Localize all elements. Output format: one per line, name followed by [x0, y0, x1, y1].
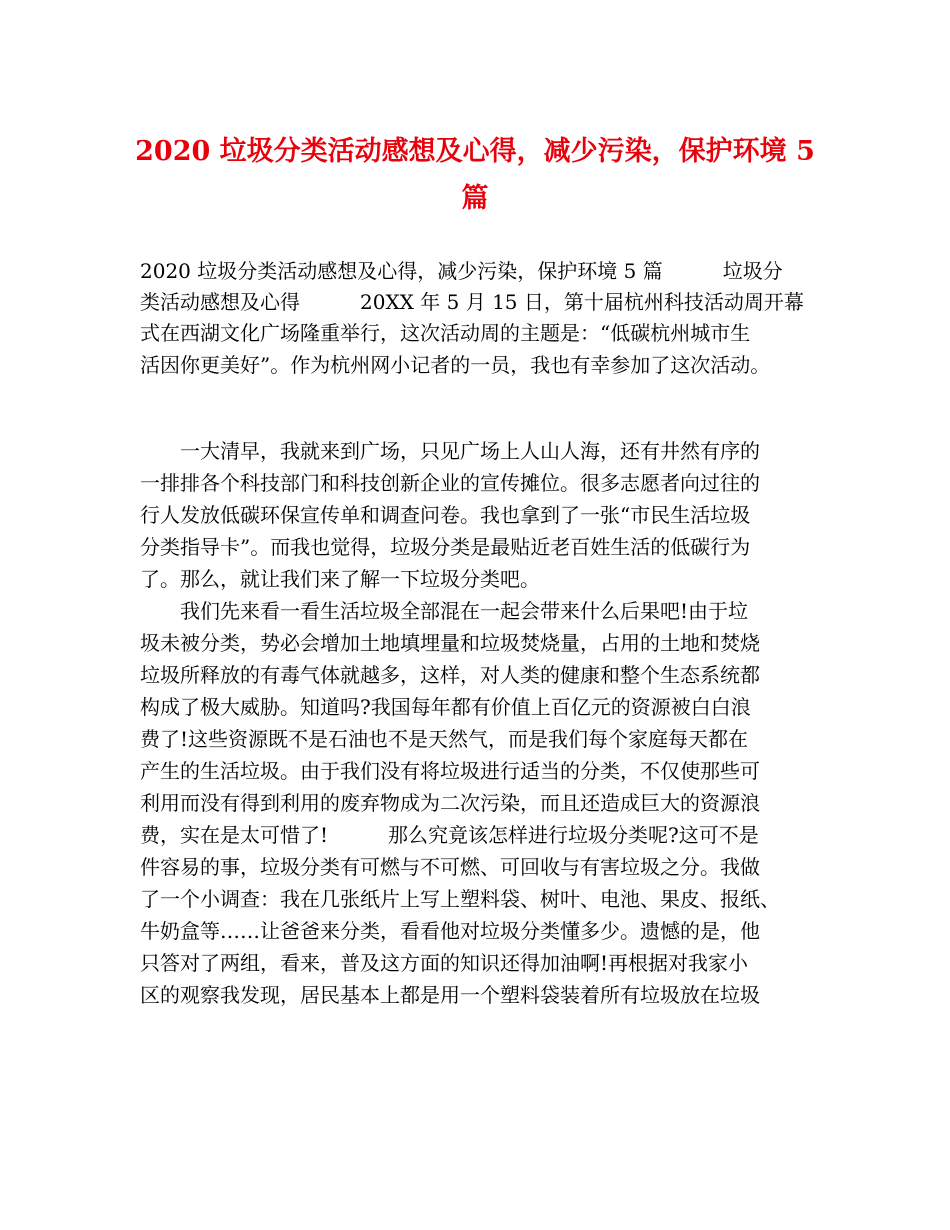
- body-line: 类活动感想及心得 20XX 年 5 月 15 日，第十届杭州科技活动周开幕: [140, 290, 804, 314]
- body-line: 一大清早，我就来到广场，只见广场上人山人海，还有井然有序的: [140, 439, 760, 463]
- body-line: 活因你更美好”。作为杭州网小记者的一员，我也有幸参加了这次活动。: [140, 353, 771, 377]
- body-line: 产生的生活垃圾。由于我们没有将垃圾进行适当的分类，不仅使那些可: [140, 759, 760, 783]
- body-line: 了一个小调查：我在几张纸片上写上塑料袋、树叶、电池、果皮、报纸、: [140, 887, 780, 911]
- body-line: 垃圾所释放的有毒气体就越多，这样，对人类的健康和整个生态系统都: [140, 663, 760, 687]
- body-line: 构成了极大威胁。知道吗?我国每年都有价值上百亿元的资源被白白浪: [140, 695, 751, 719]
- body-line: 我们先来看一看生活垃圾全部混在一起会带来什么后果吧!由于垃: [140, 599, 749, 623]
- body-line: 区的观察我发现，居民基本上都是用一个塑料袋装着所有垃圾放在垃圾: [140, 983, 760, 1007]
- body-line: 件容易的事，垃圾分类有可燃与不可燃、可回收与有害垃圾之分。我做: [140, 855, 760, 879]
- body-line: 2020 垃圾分类活动感想及心得，减少污染，保护环境 5 篇 垃圾分: [140, 259, 783, 283]
- body-line: 费，实在是太可惜了! 那么究竟该怎样进行垃圾分类呢?这可不是: [140, 823, 759, 847]
- body-line: 只答对了两组，看来，普及这方面的知识还得加油啊!再根据对我家小: [140, 951, 749, 975]
- body-line: 分类指导卡”。而我也觉得，垃圾分类是最贴近老百姓生活的低碳行为: [140, 535, 751, 559]
- body-line: 利用而没有得到利用的废弃物成为二次污染，而且还造成巨大的资源浪: [140, 791, 760, 815]
- body-line: 费了!这些资源既不是石油也不是天然气，而是我们每个家庭每天都在: [140, 727, 749, 751]
- body-line: 牛奶盒等……让爸爸来分类，看看他对垃圾分类懂多少。遗憾的是，他: [140, 919, 760, 943]
- body-line: 圾未被分类，势必会增加土地填埋量和垃圾焚烧量，占用的土地和焚烧: [140, 631, 760, 655]
- title-line: 2020 垃圾分类活动感想及心得，减少污染，保护环境 5: [135, 136, 815, 167]
- body-line: 了。那么，就让我们来了解一下垃圾分类吧。: [140, 567, 540, 591]
- body-line: 式在西湖文化广场隆重举行，这次活动周的主题是：“低碳杭州城市生: [140, 321, 751, 345]
- document-title: [130, 128, 820, 222]
- body-line: 行人发放低碳环保宣传单和调查问卷。我也拿到了一张“市民生活垃圾: [140, 503, 751, 527]
- body-line: 一排排各个科技部门和科技创新企业的宣传摊位。很多志愿者向过往的: [140, 471, 760, 495]
- title-line: 篇: [461, 183, 489, 214]
